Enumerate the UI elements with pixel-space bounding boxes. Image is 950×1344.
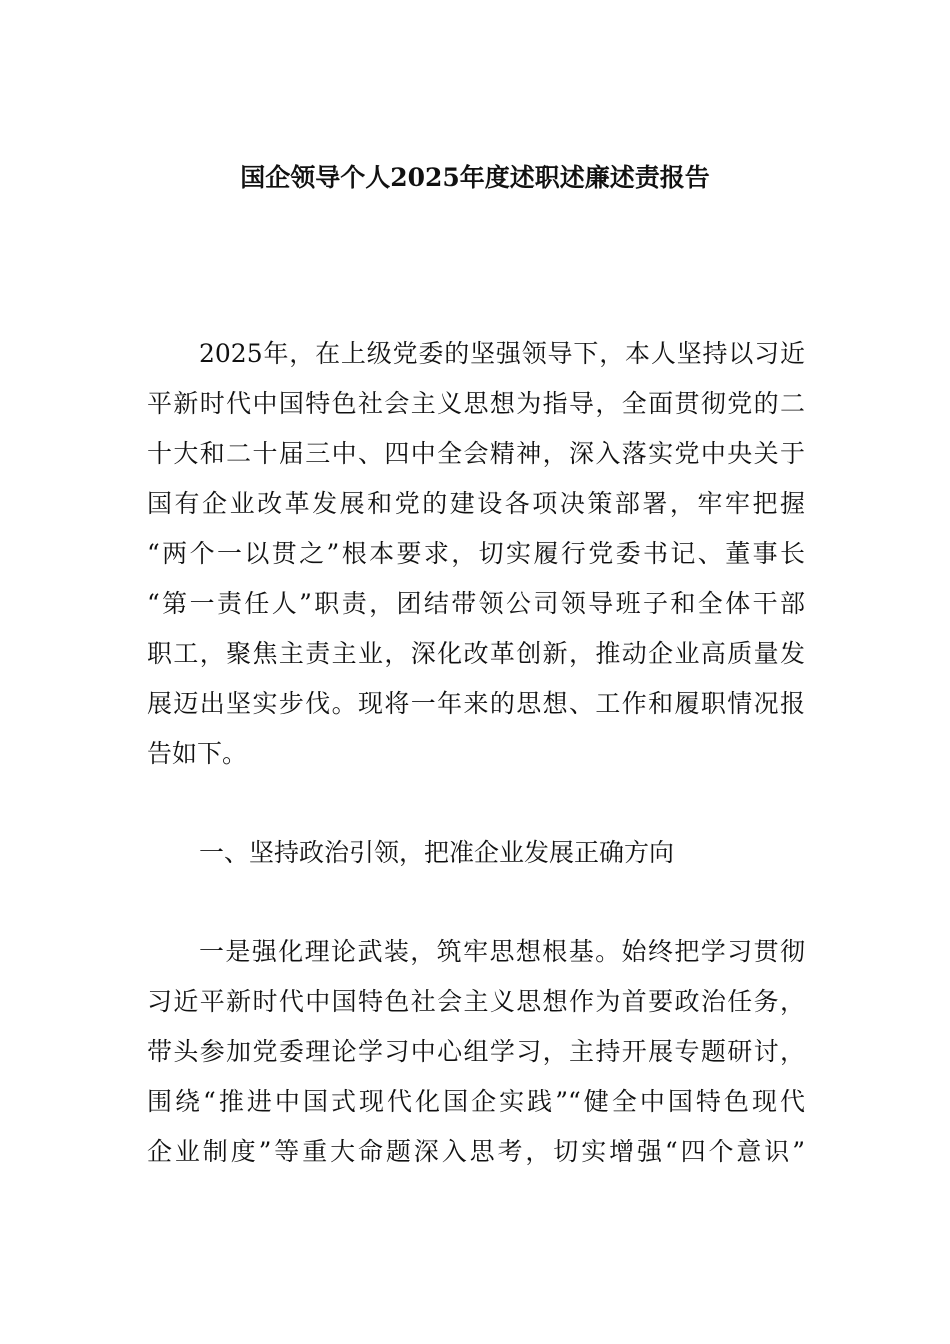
paragraph-line: 职工，聚焦主责主业，深化改革创新，推动企业高质量发 xyxy=(147,639,805,668)
document-title: 国企领导个人2025年度述职述廉述责报告 xyxy=(240,163,710,192)
section-paragraph xyxy=(147,927,805,1177)
paragraph-line: “两个一以贯之”根本要求，切实履行党委书记、董事长 xyxy=(147,539,805,568)
section-heading xyxy=(147,828,805,878)
paragraph-line: “第一责任人”职责，团结带领公司领导班子和全体干部 xyxy=(147,589,805,618)
paragraph-line: 围绕“推进中国式现代化国企实践”“健全中国特色现代 xyxy=(147,1087,805,1116)
paragraph-line: 国有企业改革发展和党的建设各项决策部署，牢牢把握 xyxy=(147,489,805,518)
paragraph-line: 带头参加党委理论学习中心组学习，主持开展专题研讨， xyxy=(147,1037,805,1066)
paragraph-line: 企业制度”等重大命题深入思考，切实增强“四个意识” xyxy=(147,1137,805,1166)
paragraph-line: 告如下。 xyxy=(147,739,248,768)
section-heading-text: 一、坚持政治引领，把准企业发展正确方向 xyxy=(199,838,675,867)
intro-paragraph xyxy=(147,329,805,779)
paragraph-line: 2025年，在上级党委的坚强领导下，本人坚持以习近 xyxy=(199,339,805,368)
paragraph-line: 展迈出坚实步伐。现将一年来的思想、工作和履职情况报 xyxy=(147,689,805,718)
paragraph-line: 习近平新时代中国特色社会主义思想作为首要政治任务， xyxy=(147,987,805,1016)
paragraph-line: 平新时代中国特色社会主义思想为指导，全面贯彻党的二 xyxy=(147,389,805,418)
paragraph-line: 十大和二十届三中、四中全会精神，深入落实党中央关于 xyxy=(147,439,805,468)
paragraph-line: 一是强化理论武装，筑牢思想根基。始终把学习贯彻 xyxy=(199,937,805,966)
